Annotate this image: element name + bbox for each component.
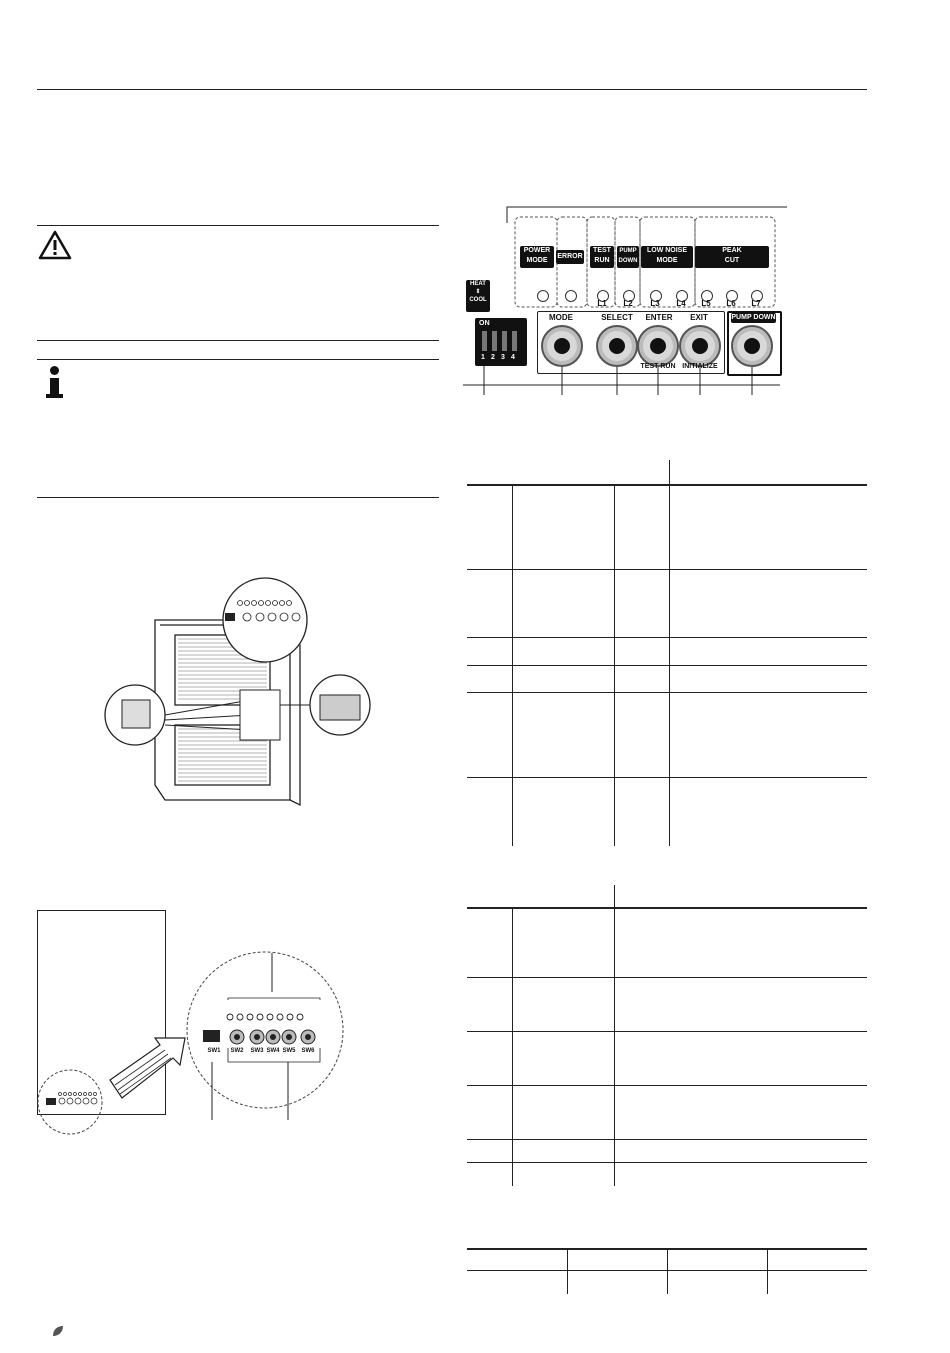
- table2-col1: [512, 909, 513, 1186]
- led-label-l2: L2: [623, 299, 633, 308]
- test-run-sublabel: TEST RUN: [640, 363, 676, 370]
- table2-row-rule: [467, 977, 867, 978]
- pump-down-button-label: PUMP DOWN: [731, 314, 776, 321]
- pcb-detail-illustration: [30, 950, 370, 1150]
- heat-cool-label: HEAT ⇕ COOL: [466, 280, 490, 312]
- select-button-label: SELECT: [601, 313, 633, 322]
- table3-col1: [567, 1250, 568, 1294]
- led-label-l1: L1: [597, 299, 607, 308]
- sw5-label: SW5: [282, 1048, 296, 1054]
- led-label-l7: L7: [751, 299, 761, 308]
- table1-col1: [512, 486, 513, 846]
- table1-row-rule: [467, 569, 867, 570]
- pump-down-indicator-label: PUMP DOWN: [617, 246, 639, 268]
- mode-button[interactable]: [541, 325, 583, 367]
- table2-row-rule: [467, 1139, 867, 1140]
- error-label: ERROR: [556, 250, 584, 264]
- test-run-label: TEST RUN: [590, 246, 614, 268]
- sw4-label: SW4: [266, 1048, 280, 1054]
- table1-col2: [614, 486, 615, 846]
- sw2-label: SW2: [230, 1048, 244, 1054]
- led-error: [565, 290, 577, 302]
- table1-header-divider: [669, 460, 670, 485]
- exit-button[interactable]: [679, 325, 721, 367]
- table2-header-divider: [614, 885, 615, 909]
- info-icon: [44, 366, 64, 398]
- led-label-l3: L3: [650, 299, 660, 308]
- dip-number-1: 1: [481, 354, 486, 361]
- table3-col3: [767, 1250, 768, 1294]
- table1-row-rule: [467, 777, 867, 778]
- pump-down-button[interactable]: [731, 325, 773, 367]
- peak-cut-label: PEAK CUT: [695, 246, 769, 268]
- sw1-label: SW1: [207, 1048, 221, 1054]
- table3-col2: [667, 1250, 668, 1294]
- initialize-sublabel: INITIALIZE: [682, 363, 718, 370]
- led-label-l4: L4: [676, 299, 686, 308]
- dip-number-3: 3: [501, 354, 506, 361]
- table1-row-rule: [467, 665, 867, 666]
- table1-row-rule: [467, 637, 867, 638]
- dip-switch-block[interactable]: [475, 318, 527, 366]
- table1-header-rule: [467, 484, 867, 486]
- dip-number-2: 2: [491, 354, 496, 361]
- warning-top-rule: [37, 225, 439, 226]
- enter-button-label: ENTER: [645, 313, 673, 322]
- sw6-label: SW6: [301, 1048, 315, 1054]
- table1-col3: [669, 486, 670, 846]
- header-rule: [37, 89, 867, 90]
- sw3-label: SW3: [250, 1048, 264, 1054]
- led-label-l5: L5: [701, 299, 711, 308]
- dip-number-4: 4: [511, 354, 516, 361]
- warning-bottom-rule: [37, 340, 439, 341]
- select-button[interactable]: [596, 325, 638, 367]
- power-mode-label: POWER MODE: [520, 246, 554, 268]
- mode-button-label: MODE: [549, 313, 573, 322]
- table2-row-rule: [467, 1085, 867, 1086]
- leaf-icon: [51, 1324, 65, 1338]
- enter-button[interactable]: [637, 325, 679, 367]
- table2-header-rule: [467, 907, 867, 909]
- outdoor-unit-illustration: [100, 575, 375, 810]
- table2-row-rule: [467, 1162, 867, 1163]
- table1-row-rule: [467, 692, 867, 693]
- dip-on-label: ON: [479, 320, 490, 327]
- exit-button-label: EXIT: [690, 313, 708, 322]
- led-power-mode: [537, 290, 549, 302]
- info-bottom-rule: [37, 497, 439, 498]
- led-label-l6: L6: [726, 299, 736, 308]
- low-noise-mode-label: LOW NOISE MODE: [641, 246, 693, 268]
- table2-row-rule: [467, 1031, 867, 1032]
- warning-icon: [38, 230, 72, 260]
- table2-col2: [614, 909, 615, 1186]
- info-top-rule: [37, 359, 439, 360]
